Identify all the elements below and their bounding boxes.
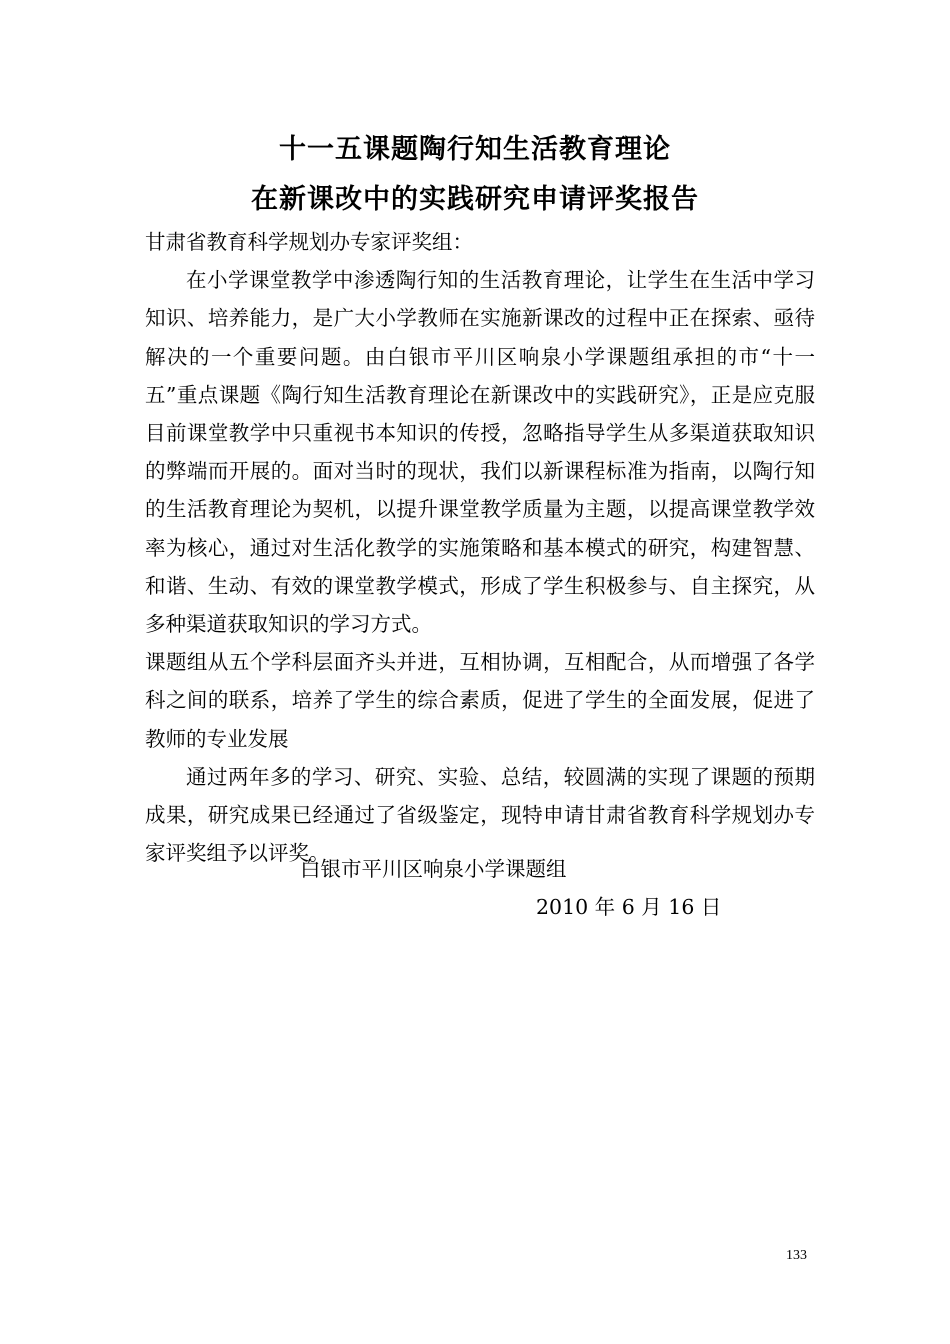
document-title-line-2: 在新课改中的实践研究申请评奖报告 (251, 184, 699, 215)
body-paragraph-2: 课题组从五个学科层面齐头并进，互相协调，互相配合，从而增强了各学科之间的联系，培养了学生的综合素质，促进了学生的全面发展，促进了教师的专业发展 (145, 650, 815, 751)
page-number: 133 (786, 1248, 807, 1263)
body-paragraph-1: 在小学课堂教学中渗透陶行知的生活教育理论，让学生在生活中学习知识、培养能力，是广大小学教师在实施新课改的过程中正在探索、亟待解决的一个重要问题。由白银市平川区响泉小学课题组承担的市“十一五”重点课题《陶行知生活教育理论在新课改中的实践研究》，正是应克服目前课堂教学中只重视书本知识的传授，忽略指导学生从多渠道获取知识的弊端而开展的。面对当时的现状，我们以新课程标准为指南，以陶行知的生活教育理论为契机，以提升课堂教学质量为主题，以提高课堂教学效率为核心，通过对生活化教学的实施策略和基本模式的研究，构建智慧、和谐、生动、有效的课堂教学模式，形成了学生积极参与、自主探究，从多种渠道获取知识的学习方式。 (145, 268, 815, 637)
document-title-line-1: 十一五课题陶行知生活教育理论 (279, 134, 671, 165)
body-paragraph-3: 通过两年多的学习、研究、实验、总结，较圆满的实现了课题的预期成果，研究成果已经通过了省级鉴定，现特申请甘肃省教育科学规划办专家评奖组予以评奖。 (145, 764, 815, 866)
document-body (145, 223, 815, 872)
signature: 白银市平川区响泉小学课题组 (300, 857, 567, 881)
date: 2010 年 6 月 16 日 (536, 895, 722, 919)
salutation: 甘肃省教育科学规划办专家评奖组： (145, 230, 473, 254)
